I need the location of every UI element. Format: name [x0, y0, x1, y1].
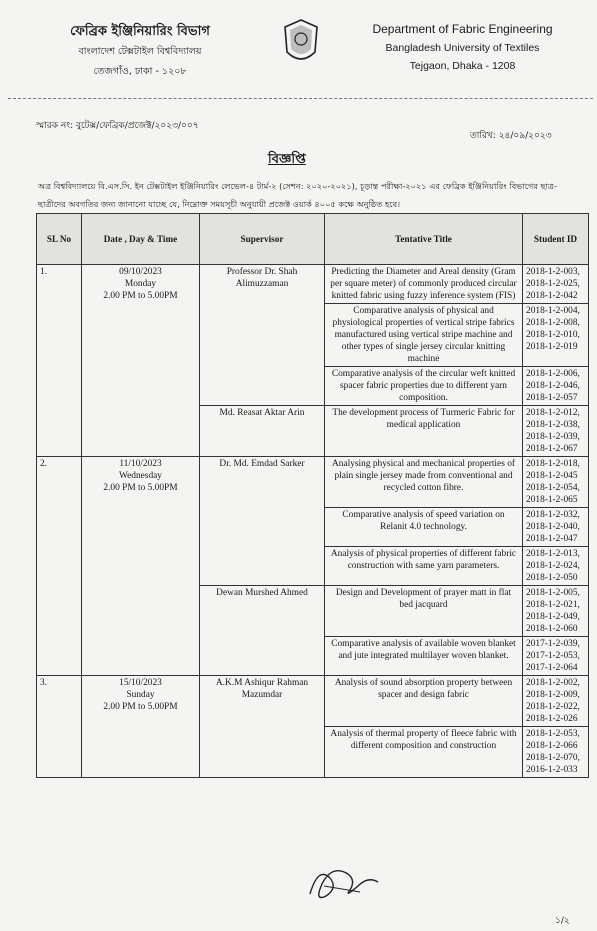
table-row [37, 457, 589, 508]
project-title-cell: Comparative analysis of speed variation on Relanit 4.0 technology. [325, 508, 523, 547]
student-id: 2018-1-2-067 [526, 444, 578, 454]
student-id: 2018-1-2-002, [526, 678, 580, 688]
sl-cell: 1. [37, 265, 82, 457]
date-cell [82, 676, 200, 778]
supervisor-cell: Dr. Md. Emdad Sarker [200, 457, 325, 586]
student-id: 2018-1-2-024, [526, 561, 580, 571]
header-title: Tentative Title [325, 214, 523, 265]
project-title-cell: The development process of Turmeric Fabric for medical application [325, 406, 523, 457]
student-id: 2016-1-2-033 [526, 765, 578, 775]
date-day: Monday [124, 279, 157, 289]
sl-cell: 2. [37, 457, 82, 676]
student-id-cell [523, 367, 589, 406]
student-id-cell [523, 406, 589, 457]
table-row [37, 676, 589, 727]
student-id: 2018-1-2-042 [526, 291, 578, 301]
student-id: 2017-1-2-064 [526, 663, 578, 673]
header-sl: SL No [37, 214, 82, 265]
bangla-university-name: বাংলাদেশ টেক্সটাইল বিশ্ববিদ্যালয় [78, 46, 202, 57]
student-id-cell [523, 508, 589, 547]
notice-body: অত্র বিশ্ববিদ্যালয়ে বি.এস.সি. ইন টেক্সটাইল ইঞ্জিনিয়ারিং লেভেল-৪ টার্ম-২ (সেশন: ২০২০-২০২১), চূড়ান্ত পরীক্ষা-২০২১ এর ফেব্রিক ইঞ্জিনিয়ারিং বিভাগের ছাত্র-ছাত্রীদের অবগতির জন্য জানানো যাচ্ছে যে, নিম্নোক্ত সময়সূচী অনুযায়ী প্রজেক্ট ওয়ার্ক ৪০০৫ কক্ষে অনুষ্ঠিত হবে। [38, 181, 557, 209]
student-id: 2018-1-2-009, [526, 690, 580, 700]
project-title-cell: Comparative analysis of the circular weft knitted spacer fabric properties due to different yarn composition. [325, 367, 523, 406]
schedule-table [36, 213, 589, 778]
table-row [37, 265, 589, 304]
student-id: 2017-1-2-053, [526, 651, 580, 661]
student-id: 2018-1-2-026 [526, 714, 578, 724]
date-cell [82, 265, 200, 457]
student-id: 2018-1-2-053, [526, 729, 580, 739]
student-id: 2018-1-2-021, [526, 600, 580, 610]
student-id-cell [523, 727, 589, 778]
notice-title: বিজ্ঞপ্তি [268, 152, 306, 167]
table-header-row [37, 214, 589, 265]
student-id-cell [523, 304, 589, 367]
sl-cell: 3. [37, 676, 82, 778]
student-id: 2018-1-2-049, [526, 612, 580, 622]
student-id: 2018-1-2-046, [526, 381, 580, 391]
student-id: 2018-1-2-019 [526, 342, 578, 352]
student-id: 2018-1-2-047 [526, 534, 578, 544]
project-title-cell: Predicting the Diameter and Areal density (Gram per square meter) of commonly produced circular knitted fabric using fuzzy inference system (FIS) [325, 265, 523, 304]
student-id: 2018-1-2-057 [526, 393, 578, 403]
header-student-id: Student ID [523, 214, 589, 265]
student-id: 2018-1-2-032, [526, 510, 580, 520]
student-id: 2018-1-2-070, [526, 753, 580, 763]
student-id: 2018-1-2-040, [526, 522, 580, 532]
memo-date: তারিখ: ২৪/০৯/২০২৩ [470, 131, 552, 141]
student-id: 2018-1-2-025, [526, 279, 580, 289]
student-id-cell [523, 637, 589, 676]
english-department-name: Department of Fabric Engineering [372, 22, 553, 36]
supervisor-cell: Dewan Murshed Ahmed [200, 586, 325, 676]
project-title-cell: Analysis of sound absorption property between spacer and design fabric [325, 676, 523, 727]
english-university-name: Bangladesh University of Textiles [385, 42, 540, 54]
date-day: Wednesday [119, 471, 162, 481]
student-id: 2018-1-2-038, [526, 420, 580, 430]
english-address: Tejgaon, Dhaka - 1208 [409, 60, 516, 72]
date-time: 2.00 PM to 5.00PM [103, 702, 178, 712]
university-logo [281, 18, 321, 68]
header-divider [8, 98, 593, 99]
student-id: 2018-1-2-018, [526, 459, 580, 469]
student-id-cell [523, 547, 589, 586]
date-date: 09/10/2023 [119, 267, 162, 277]
student-id: 2017-1-2-039, [526, 639, 580, 649]
date-cell [82, 457, 200, 676]
date-date: 11/10/2023 [119, 459, 162, 469]
student-id: 2018-1-2-004, [526, 306, 580, 316]
student-id: 2018-1-2-013, [526, 549, 580, 559]
student-id-cell [523, 265, 589, 304]
student-id: 2018-1-2-060 [526, 624, 578, 634]
student-id: 2018-1-2-065 [526, 495, 578, 505]
student-id: 2018-1-2-039, [526, 432, 580, 442]
date-time: 2.00 PM to 5.00PM [103, 291, 178, 301]
header-date: Date , Day & Time [82, 214, 200, 265]
project-title-cell: Comparative analysis of physical and physiological properties of vertical stripe fabrics manufactured using vertical stripe machine and other types of single jersey circular knitting machine [325, 304, 523, 367]
project-title-cell: Analysing physical and mechanical properties of plain single jersey made from conventional and recycled cotton fibre. [325, 457, 523, 508]
supervisor-cell: Professor Dr. Shah Alimuzzaman [200, 265, 325, 406]
date-date: 15/10/2023 [119, 678, 162, 688]
signature [300, 856, 390, 908]
student-id: 2018-1-2-012, [526, 408, 580, 418]
student-id: 2018-1-2-022, [526, 702, 580, 712]
project-title-cell: Design and Development of prayer matt in flat bed jacquard [325, 586, 523, 637]
student-id-cell [523, 457, 589, 508]
supervisor-cell: Md. Reasat Aktar Arin [200, 406, 325, 457]
student-id: 2018-1-2-005, [526, 588, 580, 598]
student-id: 2018-1-2-006, [526, 369, 580, 379]
project-title-cell: Comparative analysis of available woven blanket and jute integrated multilayer woven blanket. [325, 637, 523, 676]
student-id: 2018-1-2-010, [526, 330, 580, 340]
bangla-department-name: ফেব্রিক ইঞ্জিনিয়ারিং বিভাগ [70, 24, 210, 39]
student-id: 2018-1-2-050 [526, 573, 578, 583]
student-id: 2018-1-2-066 [526, 741, 578, 751]
project-title-cell: Analysis of physical properties of different fabric construction with same yarn parameters. [325, 547, 523, 586]
memo-reference: স্মারক নং: বুটেক্স/ফেব্রিক/প্রজেক্ট/২০২৩/০০৭ [36, 121, 199, 131]
date-day: Sunday [126, 690, 155, 700]
bangla-address: তেজগাঁও, ঢাকা - ১২০৮ [93, 66, 187, 77]
page-number: ১/২ [555, 916, 570, 926]
student-id: 2018-1-2-054, [526, 483, 580, 493]
student-id-cell [523, 586, 589, 637]
supervisor-cell: A.K.M Ashiqur Rahman Mazumdar [200, 676, 325, 778]
student-id-cell [523, 676, 589, 727]
date-time: 2.00 PM to 5.00PM [103, 483, 178, 493]
student-id: 2018-1-2-008, [526, 318, 580, 328]
project-title-cell: Analysis of thermal property of fleece fabric with different composition and construction [325, 727, 523, 778]
student-id: 2018-1-2-003, [526, 267, 580, 277]
header-supervisor: Supervisor [200, 214, 325, 265]
student-id: 2018-1-2-045 [526, 471, 578, 481]
